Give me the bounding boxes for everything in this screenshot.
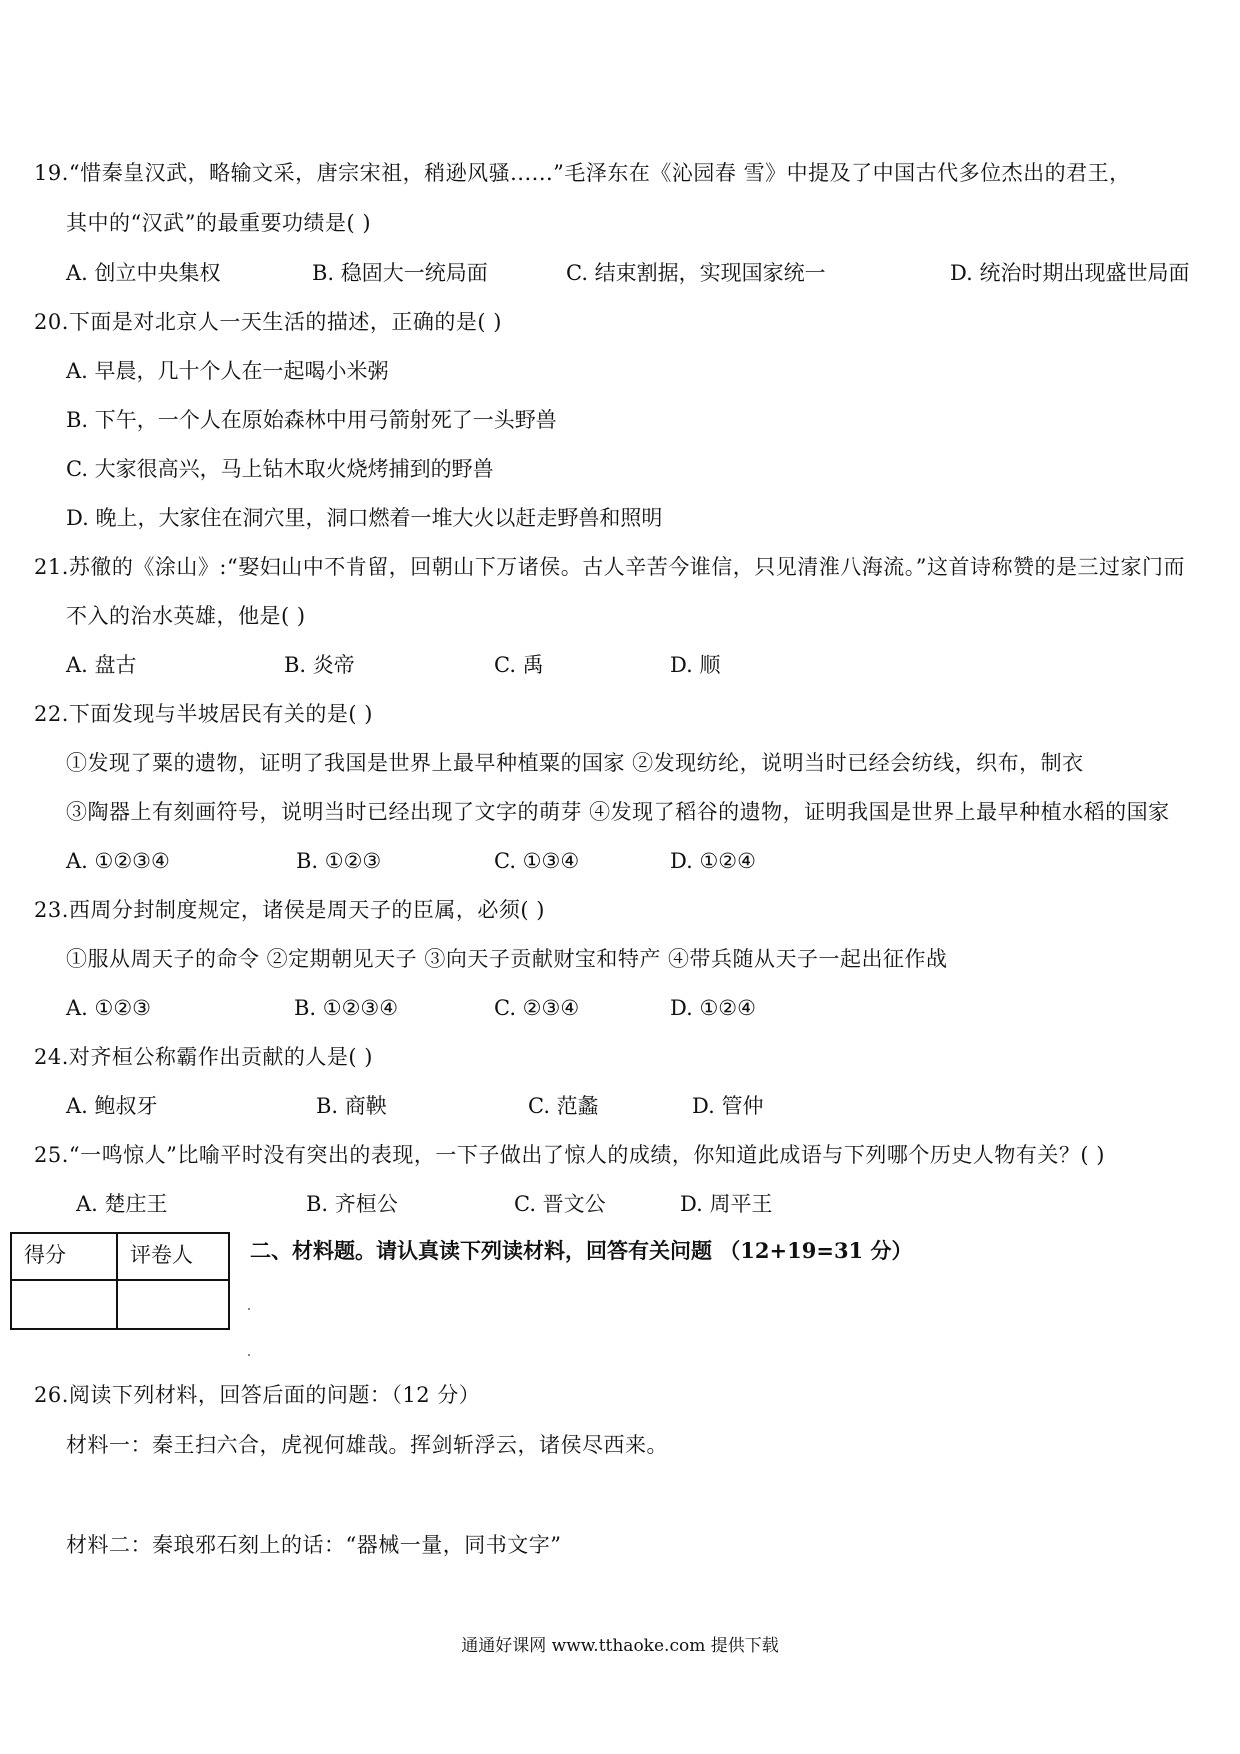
q24-option-b: B. 商鞅 xyxy=(316,1094,387,1118)
q23-stem: 23.西周分封制度规定，诸侯是周天子的臣属，必须( ) xyxy=(34,898,545,922)
q26-material2: 材料二：秦琅邪石刻上的话：“器械一量，同书文字” xyxy=(66,1533,562,1557)
q23-option-c: C. ②③④ xyxy=(494,996,580,1020)
scan-speck xyxy=(248,1308,250,1310)
q23-item-line: ①服从周天子的命令 ②定期朝见天子 ③向天子贡献财宝和特产 ④带兵随从天子一起出征作战 xyxy=(66,947,948,971)
q21-option-c: C. 禹 xyxy=(494,653,544,677)
q20-option-d: D. 晚上，大家住在洞穴里，洞口燃着一堆大火以赶走野兽和照明 xyxy=(66,506,663,530)
q19-option-c: C. 结束割据，实现国家统一 xyxy=(566,261,826,285)
q20-option-a: A. 早晨，几十个人在一起喝小米粥 xyxy=(66,359,389,383)
q21-option-a: A. 盘古 xyxy=(66,653,137,677)
q22-option-b: B. ①②③ xyxy=(296,849,382,873)
q26-stem: 26.阅读下列材料，回答后面的问题：（12 分） xyxy=(34,1383,481,1407)
q23-option-a: A. ①②③ xyxy=(66,996,151,1020)
q24-option-c: C. 范蠡 xyxy=(528,1094,599,1118)
q25-option-d: D. 周平王 xyxy=(680,1192,773,1216)
q23-option-b: B. ①②③④ xyxy=(294,996,399,1020)
q21-stem-line2: 不入的治水英雄，他是( ) xyxy=(66,604,306,628)
page-footer: 通通好课网 www.tthaoke.com 提供下载 xyxy=(461,1636,779,1656)
q20-option-c: C. 大家很高兴，马上钻木取火烧烤捕到的野兽 xyxy=(66,457,494,481)
section-title: 二、材料题。请认真读下列读材料，回答有关问题 （12+19=31 分） xyxy=(250,1238,913,1263)
q23-option-d: D. ①②④ xyxy=(670,996,756,1020)
q22-item-line2: ③陶器上有刻画符号，说明当时已经出现了文字的萌芽 ④发现了稻谷的遗物，证明我国是世界上最早种植水稻的国家 xyxy=(66,800,1170,824)
scan-speck xyxy=(248,1354,250,1356)
q25-option-c: C. 晋文公 xyxy=(514,1192,606,1216)
q19-stem-line1: 19.“惜秦皇汉武，略输文采，唐宗宋祖，稍逊风骚......”毛泽东在《沁园春 雪》中提及了中国古代多位杰出的君王， xyxy=(34,161,1131,185)
q19-option-d: D. 统治时期出现盛世局面 xyxy=(950,261,1190,285)
q25-stem: 25.“一鸣惊人”比喻平时没有突出的表现，一下子做出了惊人的成绩，你知道此成语与下列哪个历史人物有关？( ) xyxy=(34,1143,1105,1167)
q25-option-a: A. 楚庄王 xyxy=(76,1192,168,1216)
q24-option-d: D. 管仲 xyxy=(692,1094,764,1118)
q24-stem: 24.对齐桓公称霸作出贡献的人是( ) xyxy=(34,1045,373,1069)
q21-option-d: D. 顺 xyxy=(670,653,721,677)
score-table xyxy=(10,1232,230,1330)
q20-option-b: B. 下午，一个人在原始森林中用弓箭射死了一头野兽 xyxy=(66,408,557,432)
q22-option-a: A. ①②③④ xyxy=(66,849,170,873)
q25-option-b: B. 齐桓公 xyxy=(306,1192,398,1216)
q22-stem: 22.下面发现与半坡居民有关的是( ) xyxy=(34,702,373,726)
q22-option-c: C. ①③④ xyxy=(494,849,580,873)
q22-item-line1: ①发现了粟的遗物，证明了我国是世界上最早种植粟的国家 ②发现纺纶，说明当时已经会纺线，织布，制衣 xyxy=(66,751,1084,775)
q24-option-a: A. 鲍叔牙 xyxy=(66,1094,158,1118)
q19-stem-line2: 其中的“汉武”的最重要功绩是( ) xyxy=(66,211,372,235)
score-table-divider-v xyxy=(116,1234,118,1328)
q21-option-b: B. 炎帝 xyxy=(284,653,355,677)
q21-stem-line1: 21.苏徹的《涂山》:“娶妇山中不肯留，回朝山下万诸侯。古人辛苦今谁信，只见清淮八海流。”这首诗称赞的是三过家门而 xyxy=(34,555,1185,579)
q22-option-d: D. ①②④ xyxy=(670,849,756,873)
grader-header: 评卷人 xyxy=(130,1243,193,1267)
q19-option-a: A. 创立中央集权 xyxy=(66,261,221,285)
q26-material1: 材料一：秦王扫六合，虎视何雄哉。挥剑斩浮云，诸侯尽西来。 xyxy=(66,1433,668,1457)
score-table-divider-h xyxy=(12,1279,228,1281)
q20-stem: 20.下面是对北京人一天生活的描述，正确的是( ) xyxy=(34,310,502,334)
q19-option-b: B. 稳固大一统局面 xyxy=(312,261,488,285)
score-header: 得分 xyxy=(24,1243,66,1267)
